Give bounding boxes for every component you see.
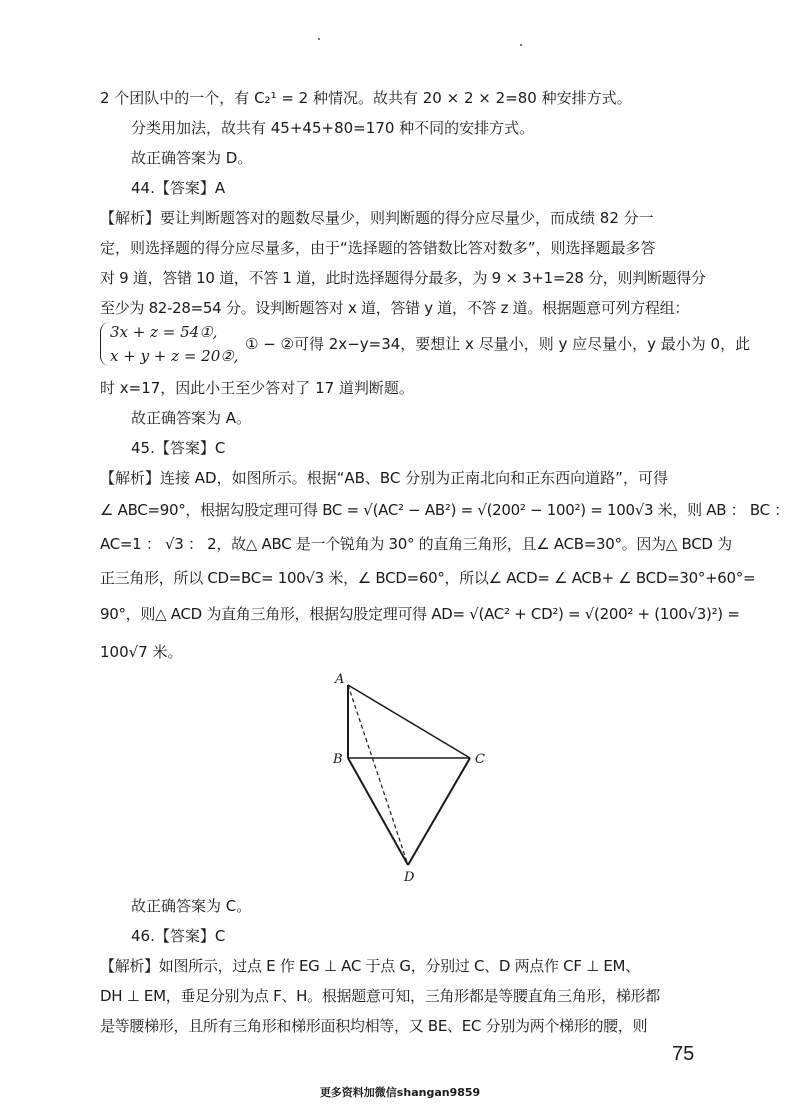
text-line-16: 90°，则△ ACD 为直角三角形，根据勾股定理可得 AD= √(AC² + CD²) = √(200² + (100√3)²) =: [100, 605, 740, 623]
text-line-5: 【解析】要让判断题答对的题数尽量少，则判断题的得分应尽量少，而成绩 82 分一: [100, 209, 654, 227]
text-line-1: 2 个团队中的一个，有 C₂¹ = 2 种情况。故共有 20 × 2 × 2=80 种安排方式。: [100, 89, 632, 107]
answer-heading-45: 45.【答案】C: [131, 439, 226, 457]
scan-speck: [318, 38, 320, 40]
answer-heading-44: 44.【答案】A: [131, 179, 226, 197]
equation-row-1: 3x + z = 54①,: [110, 323, 218, 341]
scan-speck: [520, 44, 522, 46]
figure-label-d: D: [404, 870, 415, 885]
text-line-10: 故正确答案为 A。: [131, 409, 252, 427]
text-line-13: ∠ ABC=90°，根据勾股定理可得 BC = √(AC² − AB²) = √(200² − 100²) = 100√3 米，则 AB ： BC ：: [100, 501, 789, 519]
page-number: 75: [672, 1043, 695, 1065]
figure-label-b: B: [333, 752, 343, 767]
text-line-22: 是等腰梯形，且所有三角形和梯形面积均相等，又 BE、EC 分别为两个梯形的腰，则: [100, 1017, 648, 1035]
equation-explanation: ① − ②可得 2x−y=34，要想让 x 尽量小，则 y 应尽量小，y 最小为 0，此: [245, 335, 751, 353]
equation-row-2: x + y + z = 20②,: [110, 347, 239, 365]
text-line-2: 分类用加法，故共有 45+45+80=170 种不同的安排方式。: [131, 119, 535, 137]
text-line-21: DH ⊥ EM，垂足分别为点 F、H。根据题意可知，三角形都是等腰直角三角形，梯形都: [100, 987, 660, 1005]
text-line-3: 故正确答案为 D。: [131, 149, 253, 167]
text-line-6: 定，则选择题的得分应尽量多，由于“选择题的答错数比答对数多”，则选择题最多答: [100, 239, 656, 257]
text-line-17: 100√7 米。: [100, 643, 183, 661]
footer-note: 更多资料加微信shangan9859: [319, 1086, 481, 1099]
text-line-14: AC=1 ： √3 ： 2，故△ ABC 是一个锐角为 30° 的直角三角形，且∠ ACB=30°。因为△ BCD 为: [100, 535, 732, 553]
text-line-8: 至少为 82-28=54 分。设判断题答对 x 道，答错 y 道，不答 z 道。根据题意可列方程组：: [100, 299, 690, 317]
figure-label-c: C: [475, 752, 485, 767]
answer-heading-46: 46.【答案】C: [131, 927, 226, 945]
text-line-9: 时 x=17，因此小王至少答对了 17 道判断题。: [100, 379, 414, 397]
text-line-7: 对 9 道，答错 10 道，不答 1 道，此时选择题得分最多，为 9 × 3+1=28 分，则判断题得分: [100, 269, 706, 287]
text-line-20: 【解析】如图所示，过点 E 作 EG ⊥ AC 于点 G，分别过 C、D 两点作 CF ⊥ EM、: [100, 957, 640, 975]
text-line-18: 故正确答案为 C。: [131, 897, 252, 915]
text-line-15: 正三角形，所以 CD=BC= 100√3 米，∠ BCD=60°，所以∠ ACD= ∠ ACB+ ∠ BCD=30°+60°=: [100, 569, 756, 587]
triangle-figure: [320, 665, 500, 890]
text-line-12: 【解析】连接 AD，如图所示。根据“AB、BC 分别为正南北向和正东西向道路”，可得: [100, 469, 668, 487]
figure-label-a: A: [335, 672, 345, 687]
